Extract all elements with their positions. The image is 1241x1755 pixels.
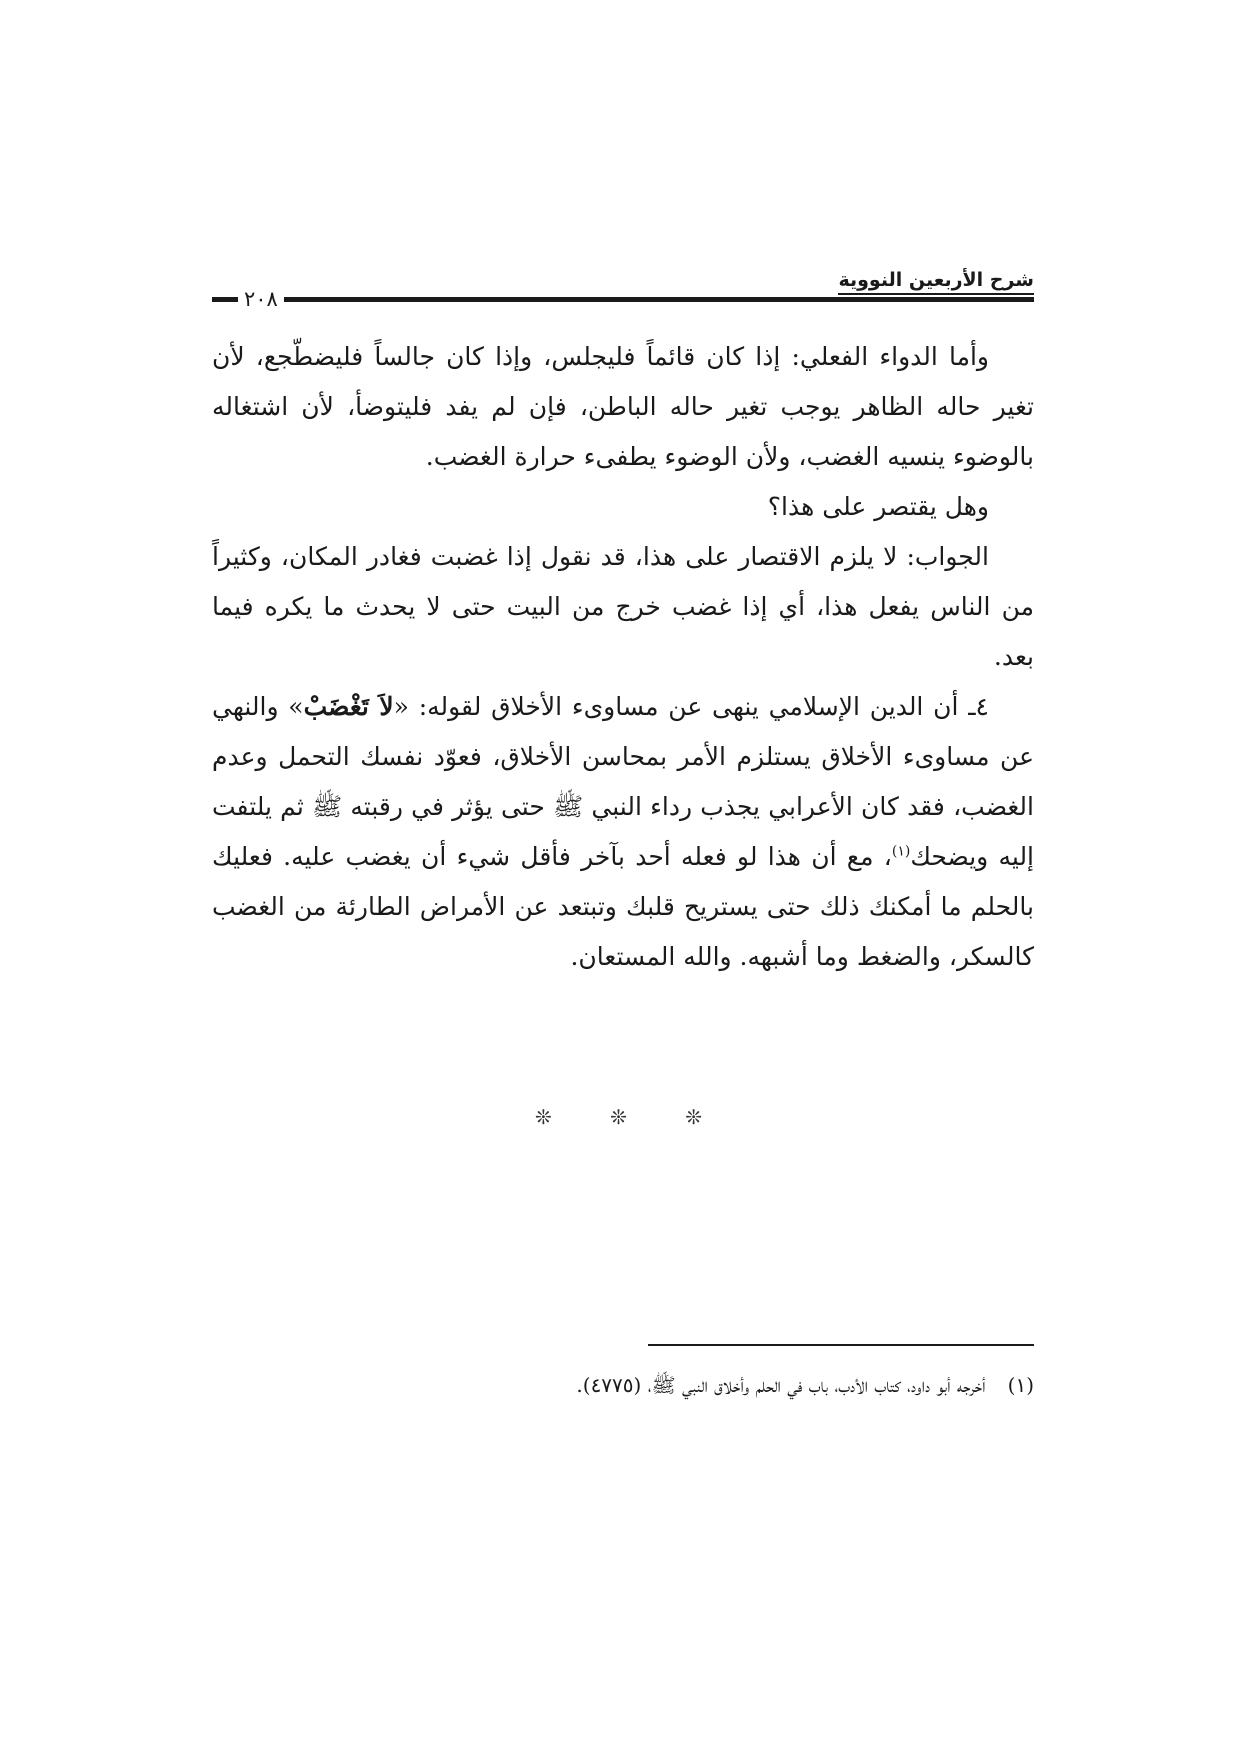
body-text [212,332,1034,982]
footnote-reference[interactable]: (١) [891,843,911,860]
paragraph-answer: الجواب: لا يلزم الاقتصار على هذا، قد نقول إذا غضبت فغادر المكان، وكثيراً من الناس يفعل هذا، أي إذا غضب خرج من البيت حتى لا يحدث ما يكره فيما بعد. [212,542,1034,671]
footnote [212,1370,1034,1400]
point-4-ending: ، مع أن هذا لو فعله أحد بآخر فأقل شيء أن يغضب عليه. فعليك بالحلم ما أمكنك ذلك حتى يستريح قلبك وتبتعد عن الأمراض الطارئة من الغضب كالسكر، والضغط وما أشبهه. والله المستعان. [212,842,1034,971]
paragraph-question: وهل يقتصر على هذا؟ [767,492,989,521]
footnote-number: (١) [1007,1373,1034,1397]
point-4-intro: ٤ـ أن الدين الإسلامي ينهى عن مساوىء الأخلاق لقوله: « [393,692,989,721]
section-separator [0,1105,1241,1129]
page-header [212,268,1034,311]
hadith-quote: لاَ تَغْضَبْ [303,692,394,721]
header-rule [212,297,1034,302]
separator-star-icon: ❊ [534,1105,556,1129]
footnote-rule [648,1344,1034,1346]
page-number: ٢٠٨ [238,288,284,310]
separator-star-icon: ❊ [685,1105,706,1129]
paragraph-point-4 [212,682,1034,982]
footnote-text: أخرجه أبو داود، كتاب الأدب، باب في الحلم وأخلاق النبي ﷺ، (٤٧٧٥). [576,1373,986,1397]
running-title: شرح الأربعين النووية [838,268,1034,295]
separator-star-icon: ❊ [610,1105,631,1129]
paragraph-actual-remedy: وأما الدواء الفعلي: إذا كان قائماً فليجلس، وإذا كان جالساً فليضطّجع، لأن تغير حاله الظاهر يوجب تغير حاله الباطن، فإن لم يفد فليتوضأ، لأن اشتغاله بالوضوء ينسيه الغضب، ولأن الوضوء يطفىء حرارة الغضب. [212,342,1034,471]
point-4-continuation: » والنهي عن مساوىء الأخلاق يستلزم الأمر بمحاسن الأخلاق، فعوّد نفسك التحمل وعدم الغضب، فقد كان الأعرابي يجذب رداء النبي ﷺ حتى يؤثر في رقبته ﷺ ثم يلتفت إليه ويضحك [212,692,1035,871]
